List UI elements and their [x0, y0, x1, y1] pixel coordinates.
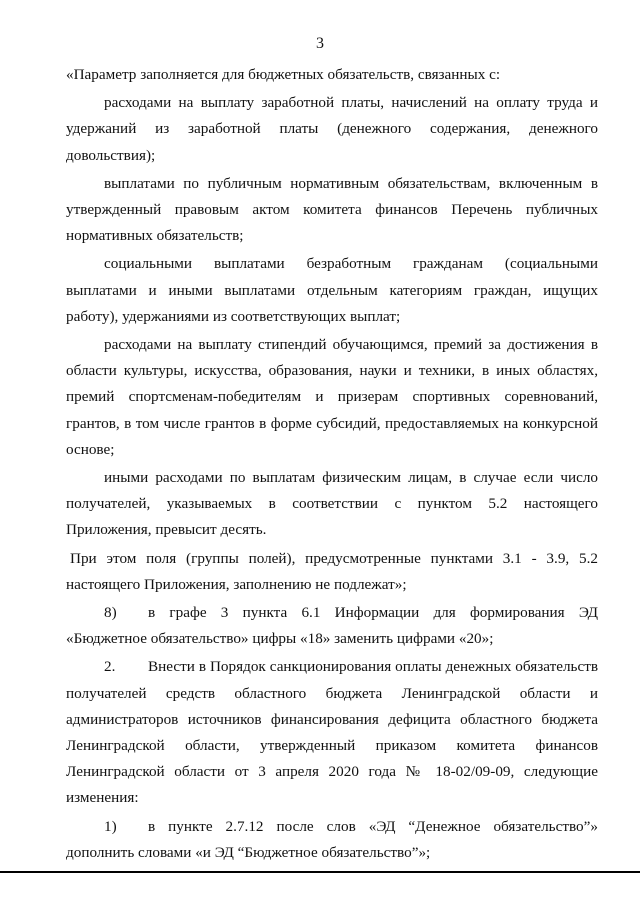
paragraph-item: социальными выплатами безработным гражданам (социальными выплатами и иными выплатами отдельным категориям граждан, ищущих работу), удержаниями из соответствующих выплат;: [66, 255, 598, 325]
item-number: 1): [104, 817, 117, 835]
scan-bottom-edge: [0, 871, 640, 873]
document-body: [66, 62, 598, 868]
page-number: 3: [316, 35, 324, 52]
paragraph-intro: «Параметр заполняется для бюджетных обязательств, связанных с:: [66, 66, 501, 83]
item-number: 2.: [104, 658, 116, 676]
paragraph-item: выплатами по публичным нормативным обязательствам, включенным в утвержденный правовым актом комитета финансов Перечень публичных нормативных обязательств;: [66, 174, 598, 245]
paragraph-numbered: 2. Внести в Порядок санкционирования оплаты денежных обязательств получателей средств областного бюджета Ленинградской области и администраторов источников финансирования дефицита областного бюджета Ленинградской области, утвержденный приказом комитета финансов Ленинградской области от 3 апреля 2020 года № 18-02/09-09, следующие изменения:: [66, 654, 598, 811]
paragraph-item: иными расходами по выплатам физическим лицам, в случае если число получателей, указываемых в соответствии с пунктом 5.2 настоящего Приложения, превысит десять.: [66, 469, 598, 539]
paragraph-item: расходами на выплату заработной платы, начислений на оплату труда и удержаний из заработной платы (денежного содержания, денежного довольствия);: [66, 94, 598, 164]
paragraph-numbered: 8) в графе 3 пункта 6.1 Информации для формирования ЭД «Бюджетное обязательство» цифры «18» заменить цифрами «20»;: [66, 600, 598, 652]
paragraph-item: расходами на выплату стипендий обучающимся, премий за достижения в области культуры, искусства, образования, науки и техники, в иных областях, премий спортсменам-победителям и призерам спортивных соревнований, грантов, в том числе грантов в форме субсидий, предоставляемых на конкурсной основе;: [66, 336, 598, 458]
item-number: 8): [104, 604, 117, 622]
paragraph-numbered: 1) в пункте 2.7.12 после слов «ЭД “Денежное обязательство”» дополнить словами «и ЭД “Бюджетное обязательство”»;: [66, 814, 598, 866]
paragraph-note: При этом поля (группы полей), предусмотренные пунктами 3.1 - 3.9, 5.2 настоящего Приложения, заполнению не подлежат»;: [66, 549, 598, 593]
